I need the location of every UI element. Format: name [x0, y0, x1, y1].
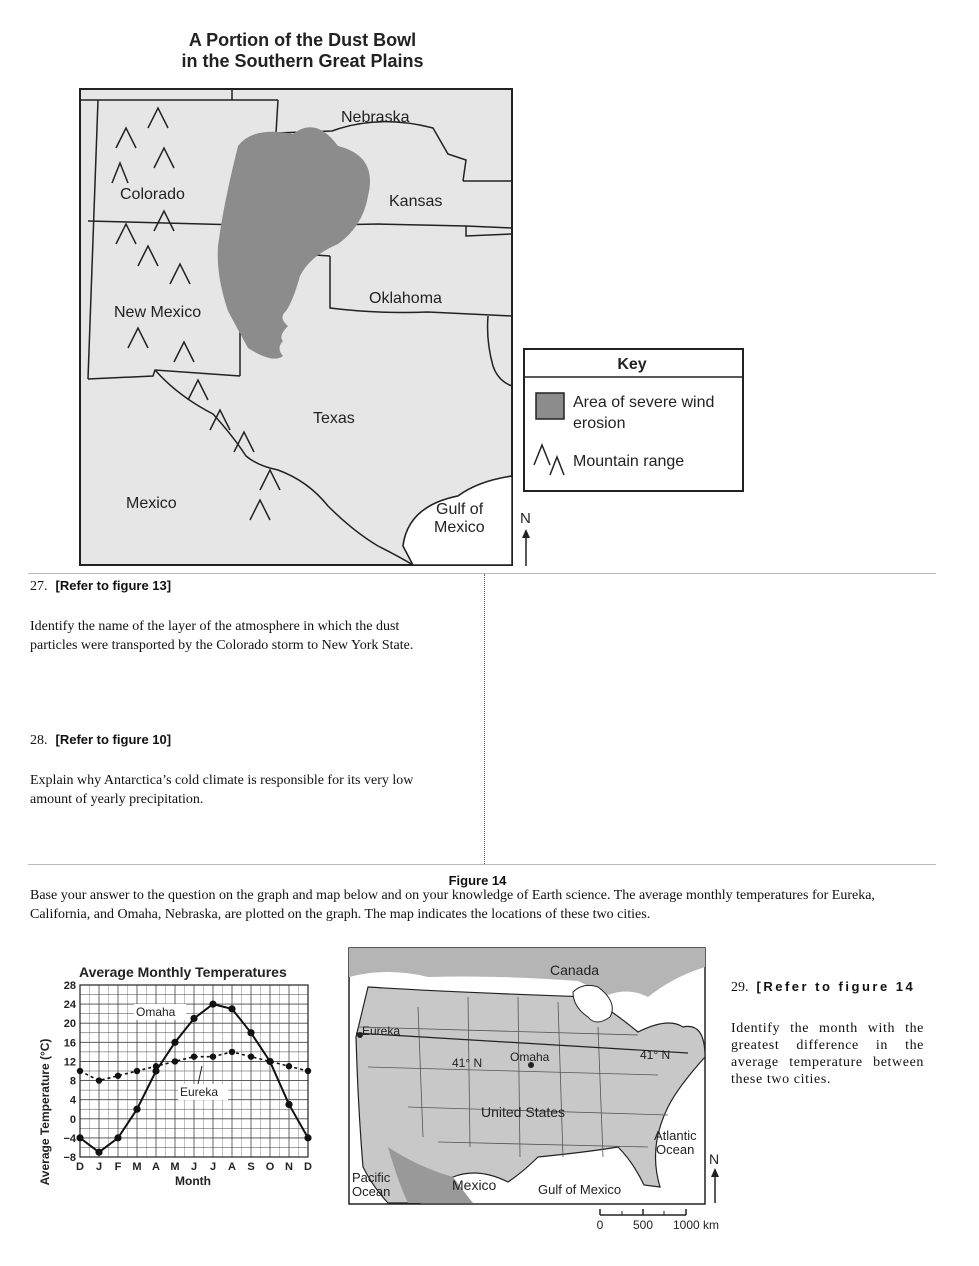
scale-label-500: 500 [632, 1218, 654, 1232]
eureka-point [210, 1053, 216, 1059]
eureka-point [115, 1073, 121, 1079]
na-north-label: N [709, 1151, 720, 1167]
eureka-point [96, 1077, 102, 1083]
na-label-eureka: Eureka [362, 1024, 401, 1038]
chart-ylabel: Average Temperature (°C) [38, 1038, 52, 1186]
temperature-chart [34, 960, 324, 1192]
y-tick-label: 24 [63, 999, 76, 1012]
y-tick-label: 28 [63, 980, 76, 992]
scale-label-0: 0 [596, 1218, 604, 1232]
y-tick-label: −4 [63, 1132, 76, 1145]
omaha-point [247, 1029, 254, 1036]
eureka-point [286, 1063, 292, 1069]
chart-xlabel: Month [175, 1174, 211, 1188]
fig14-intro: Base your answer to the question on the graph and map below and on your knowledge of Earth science. The average monthly temperatures for Eureka, California, and Omaha, Nebraska, are plotted on the graph. The map indicates the locations of these two cities. [30, 888, 875, 922]
omaha-point [190, 1015, 197, 1022]
eureka-pointer [198, 1066, 202, 1084]
x-tick-label: M [170, 1161, 180, 1173]
na-label-gulf: Gulf of Mexico [538, 1182, 622, 1197]
eureka-point [77, 1068, 83, 1074]
divider-bottom [28, 864, 936, 865]
scale-label-1000: 1000 km [672, 1218, 720, 1232]
na-label-pacific-line2: Ocean [352, 1184, 391, 1199]
label-mexico: Mexico [126, 495, 177, 512]
eureka-point [267, 1058, 273, 1064]
label-nebraska: Nebraska [341, 109, 410, 126]
y-tick-label: 8 [69, 1075, 76, 1088]
omaha-point [285, 1101, 292, 1108]
x-tick-label: F [114, 1161, 122, 1173]
label-colorado: Colorado [120, 186, 185, 203]
fig14-title: Figure 14 [448, 873, 507, 888]
x-tick-label: J [209, 1161, 217, 1173]
x-tick-label: A [152, 1161, 160, 1173]
scale-bar [597, 1209, 719, 1232]
x-tick-label: J [190, 1161, 198, 1173]
label-oklahoma: Oklahoma [369, 290, 442, 307]
north-arrow-icon [522, 529, 530, 566]
omaha-point [171, 1039, 178, 1046]
x-tick-label: D [304, 1161, 312, 1173]
label-texas: Texas [313, 410, 355, 427]
dust-bowl-map [78, 86, 538, 570]
eureka-point [172, 1058, 178, 1064]
omaha-point [76, 1134, 83, 1141]
omaha-point [95, 1149, 102, 1156]
north-label: N [520, 510, 531, 527]
omaha-point [304, 1134, 311, 1141]
y-tick-label: 12 [63, 1056, 76, 1069]
label-gulf-line1: Gulf of [436, 501, 484, 518]
na-label-lat-west: 41° N [452, 1056, 483, 1070]
question-28 [30, 731, 450, 809]
x-tick-label: D [76, 1161, 84, 1173]
y-tick-label: 0 [69, 1113, 76, 1126]
eureka-series-label: Eureka [180, 1085, 219, 1099]
fig13-title-line1: A Portion of the Dust Bowl [188, 30, 417, 50]
q27-text: Identify the name of the layer of the atmosphere in which the dust particles were transported by the Colorado storm to New York State. [30, 619, 414, 653]
y-tick-label: −8 [63, 1152, 76, 1164]
chart-title: Average Monthly Temperatures [79, 964, 287, 980]
q27-number: 27. [30, 579, 48, 594]
divider-top [28, 573, 936, 574]
na-north-arrow-icon [711, 1168, 719, 1203]
map-key [522, 347, 746, 495]
x-tick-label: N [285, 1161, 293, 1173]
x-tick-label: O [265, 1161, 275, 1173]
q28-ref: [Refer to figure 10] [55, 732, 172, 747]
na-label-omaha: Omaha [510, 1050, 550, 1064]
question-27 [30, 577, 450, 655]
eureka-point [229, 1049, 235, 1055]
q28-text: Explain why Antarctica’s cold climate is responsible for its very low amount of yearly precipitation. [30, 773, 414, 807]
eureka-point [305, 1068, 311, 1074]
eureka-point [248, 1053, 254, 1059]
omaha-point [209, 1001, 216, 1008]
q29-text: Identify the month with the greatest difference in the average temperature between these two cities. [731, 1021, 924, 1087]
na-label-atlantic-line2: Ocean [656, 1142, 695, 1157]
na-label-canada: Canada [550, 962, 600, 978]
label-gulf-line2: Mexico [434, 519, 485, 536]
na-label-lat-east: 41° N [640, 1048, 671, 1062]
na-label-united-states: United States [481, 1104, 566, 1120]
x-tick-label: A [228, 1161, 236, 1173]
fig13-title [150, 30, 455, 72]
omaha-series-label: Omaha [136, 1005, 176, 1019]
na-label-mexico: Mexico [452, 1177, 497, 1193]
omaha-point [133, 1106, 140, 1113]
omaha-point [228, 1005, 235, 1012]
label-kansas: Kansas [389, 193, 443, 210]
omaha-point [114, 1134, 121, 1141]
eureka-point [153, 1063, 159, 1069]
q27-ref: [Refer to figure 13] [55, 578, 172, 593]
column-divider [484, 574, 485, 864]
eureka-point [191, 1053, 197, 1059]
label-new-mexico: New Mexico [114, 304, 202, 321]
key-title: Key [617, 356, 647, 373]
y-tick-label: 4 [69, 1094, 76, 1107]
north-america-map [348, 947, 730, 1237]
q29-ref: [Refer to figure 14 [756, 979, 916, 994]
fig13-title-line2: in the Southern Great Plains [181, 51, 424, 71]
y-tick-label: 16 [63, 1037, 76, 1050]
erosion-swatch [536, 393, 564, 419]
key-erosion-line1: Area of severe wind [573, 394, 715, 411]
q28-number: 28. [30, 733, 48, 748]
x-tick-label: J [95, 1161, 103, 1173]
question-29 [731, 978, 924, 1088]
q29-number: 29. [731, 980, 749, 995]
x-tick-label: M [132, 1161, 142, 1173]
key-mountain: Mountain range [573, 453, 685, 470]
na-label-pacific-line1: Pacific [352, 1170, 391, 1185]
na-label-atlantic-line1: Atlantic [654, 1128, 697, 1143]
y-tick-label: 20 [63, 1018, 76, 1031]
key-erosion-line2: erosion [573, 415, 626, 432]
eureka-point [134, 1068, 140, 1074]
x-tick-label: S [247, 1161, 255, 1173]
